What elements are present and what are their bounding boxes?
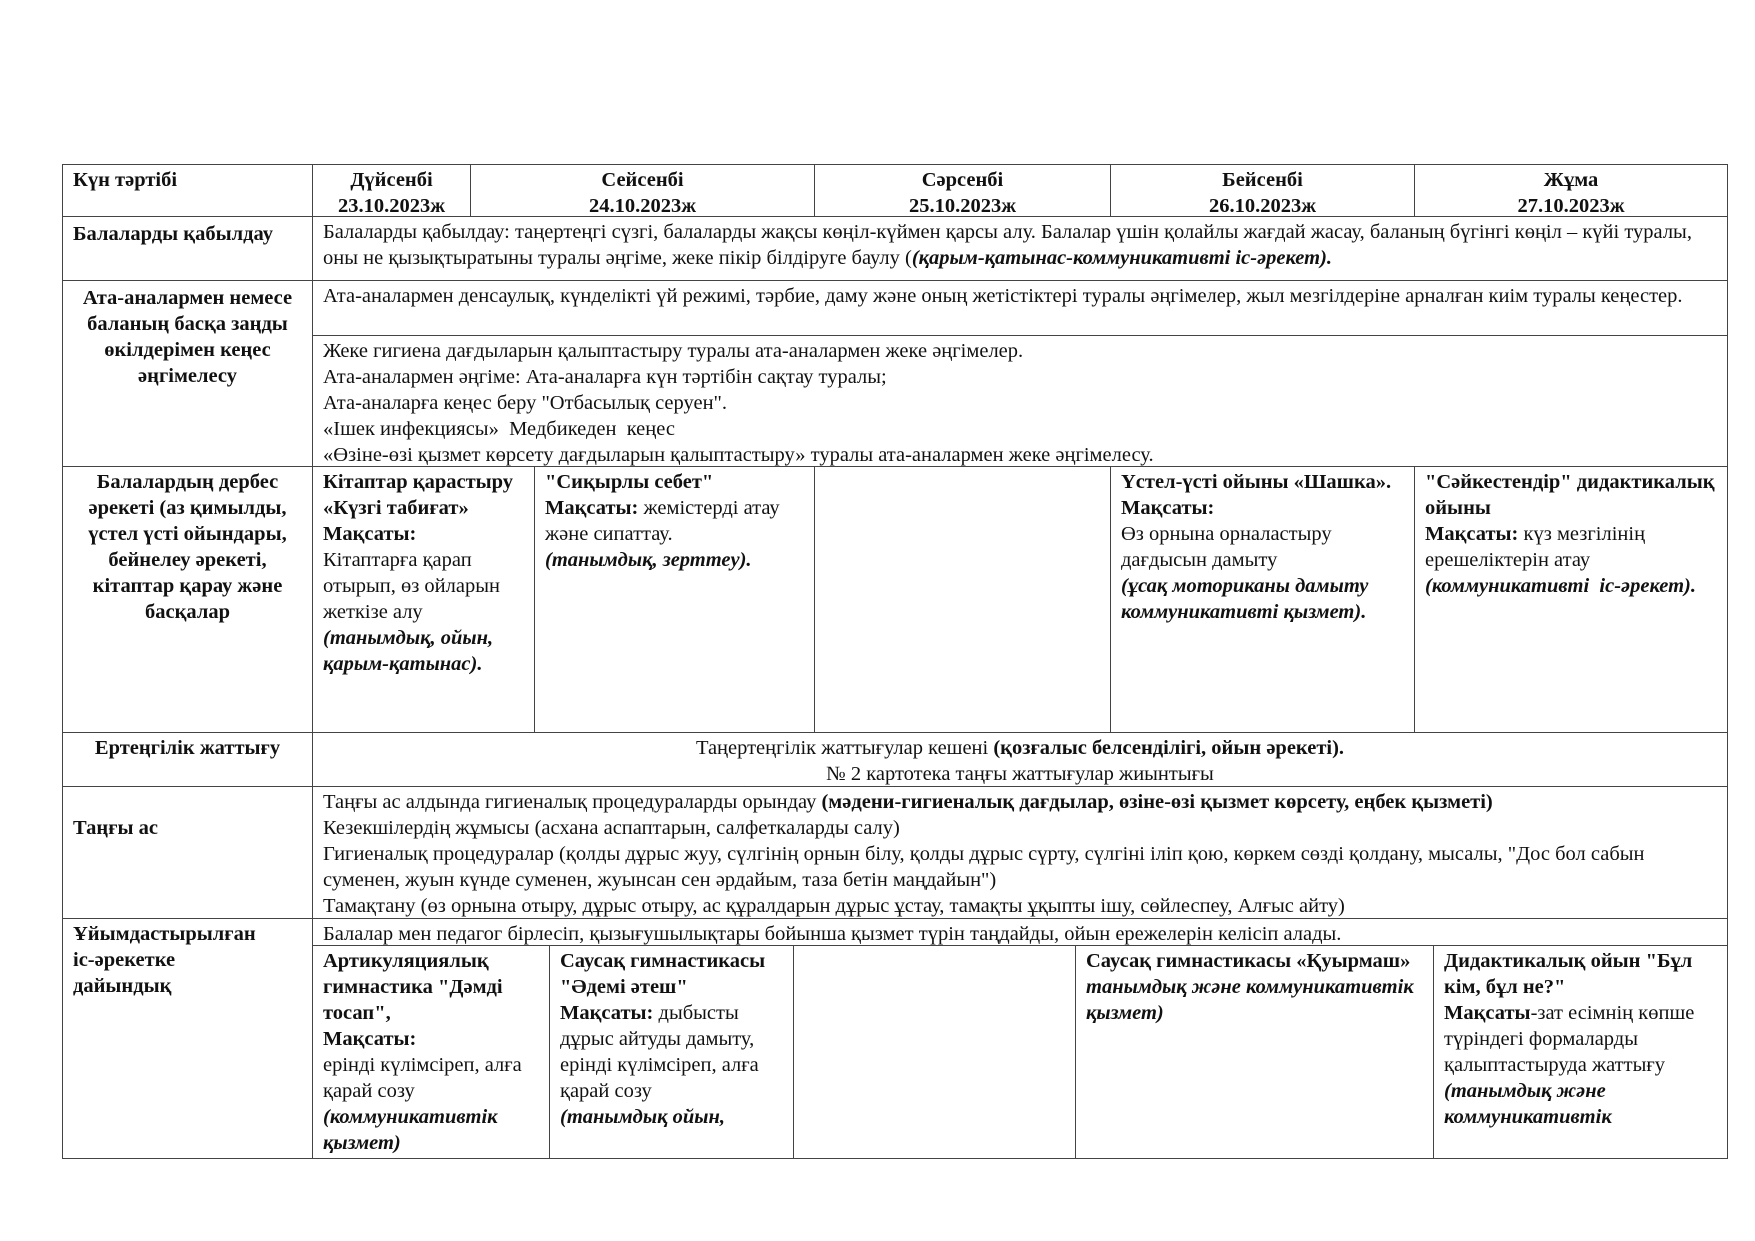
prep-common: [313, 919, 1727, 945]
prep-tue: [549, 946, 793, 1158]
goal-label: Мақсаты:: [323, 523, 417, 545]
day-header-wed: [814, 165, 1110, 216]
day-date: 23.10.2023ж: [337, 195, 446, 216]
day-name: Бейсенбі: [1222, 169, 1303, 191]
goal-label: Мақсаты:: [1121, 497, 1215, 519]
goal-text: Өз орнына орналастыру дағдысын дамыту: [1121, 523, 1332, 571]
activity-tag: (танымдық, ойын, қарым-қатынас).: [323, 627, 494, 675]
parents-text-cell: [312, 281, 1728, 466]
reception-row: [62, 216, 1728, 280]
parents-row: [62, 280, 1728, 466]
activity-title: "Сиқырлы себет": [545, 471, 714, 493]
parents-text1: [313, 281, 1727, 335]
day-name: Жұма: [1543, 169, 1599, 191]
activity-title: Саусақ гимнастикасы "Әдемі әтеш": [560, 950, 766, 998]
independent-fri: [1414, 467, 1728, 732]
goal-label: Мақсаты:: [545, 497, 639, 519]
independent-thu: [1110, 467, 1414, 732]
breakfast-label-cell: [62, 787, 312, 918]
exercise-row: [62, 732, 1728, 786]
prep-wed: [793, 946, 1075, 1158]
prep-label-cell: [62, 919, 312, 1158]
goal-label: Мақсаты:: [1425, 523, 1519, 545]
parents-line: Ата-аналармен әңгіме: Ата-аналарға күн тәртібін сақтау туралы;: [323, 366, 887, 388]
exercise-label: Ертеңгілік жаттығу: [94, 737, 281, 759]
exercise-line2: № 2 картотека таңғы жаттығулар жиынтығы: [826, 763, 1214, 785]
day-header-fri: [1414, 165, 1728, 216]
goal-label: Мақсаты:: [560, 1002, 654, 1024]
reception-label-cell: [62, 217, 312, 280]
activity-tag: (коммуникативті іс-әрекет).: [1425, 575, 1696, 597]
parents-text2: [313, 335, 1727, 466]
day-header-thu: [1110, 165, 1414, 216]
parents-line: Жеке гигиена дағдыларын қалыптастыру туралы ата-аналармен жеке әңгімелер.: [323, 340, 1024, 362]
routine-header: [62, 165, 312, 216]
goal-text: күз мезгілінің ерешеліктерін атау: [1425, 523, 1646, 571]
breakfast-label: Таңғы ас: [73, 817, 159, 839]
goal-label: Мақсаты: [1444, 1002, 1531, 1024]
breakfast-line2: Кезекшілердің жұмысы (асхана аспаптарын, салфеткаларды салу): [323, 817, 900, 839]
exercise-line1-tag: (қозғалыс белсенділігі, ойын әрекеті).: [993, 737, 1345, 759]
prep-mon: [313, 946, 549, 1158]
activity-title: Кітаптар қарастыру «Күзгі табиғат»: [323, 471, 514, 519]
parents-label: Ата-аналармен немесе баланың басқа заңды өкілдерімен кеңес әңгімелесу: [82, 287, 293, 387]
activity-title: Дидактикалық ойын "Бұл кім, бұл не?": [1444, 950, 1693, 998]
prep-common-text: Балалар мен педагог бірлесіп, қызығушылықтары бойынша қызмет түрін таңдайды, ойын ережелерін келісіп алады.: [323, 923, 1342, 945]
breakfast-line1-tag: (мәдени-гигиеналық дағдылар, өзіне-өзі қызмет көрсету, еңбек қызметі): [821, 791, 1493, 813]
prep-fri: [1433, 946, 1728, 1158]
header-row: [62, 164, 1728, 216]
activity-tag: (коммуникативтік қызмет): [323, 1106, 498, 1154]
breakfast-row: [62, 786, 1728, 918]
reception-label: Балаларды қабылдау: [73, 223, 273, 245]
independent-row: [62, 466, 1728, 732]
breakfast-line1: Таңғы ас алдында гигиеналық процедураларды орындау: [323, 791, 822, 813]
day-date: 26.10.2023ж: [1208, 195, 1317, 216]
prep-thu: [1075, 946, 1433, 1158]
activity-tag: (танымдық ойын,: [560, 1106, 725, 1128]
day-header-tue: [470, 165, 814, 216]
parents-line: «Өзіне-өзі қызмет көрсету дағдыларын қалыптастыру» туралы ата-аналармен жеке әңгімелесу.: [323, 444, 1154, 466]
activity-tag: танымдық және коммуникативтік қызмет): [1086, 976, 1414, 1024]
prep-label: Ұйымдастырылған іс-әрекетке дайындық: [73, 923, 256, 997]
day-date: 25.10.2023ж: [908, 195, 1017, 216]
independent-label-cell: [62, 467, 312, 732]
routine-label: Күн тәртібі: [73, 169, 178, 191]
breakfast-line4: Тамақтану (өз орнына отыру, дұрыс отыру, ас құралдарын дұрыс ұстау, тамақты ұқыпты ішу, сөйлеспеу, Алғыс айту): [323, 895, 1345, 917]
parents-label-cell: [62, 281, 312, 466]
day-date: 24.10.2023ж: [588, 195, 697, 216]
goal-text: жемістерді атау және сипаттау.: [545, 497, 780, 545]
day-name: Сәрсенбі: [921, 169, 1004, 191]
goal-label: Мақсаты:: [323, 1028, 417, 1050]
goal-text: ерінді күлімсіреп, алға қарай созу: [323, 1054, 522, 1102]
independent-mon: [312, 467, 534, 732]
parents-text1-content: Ата-аналармен денсаулық, күнделікті үй режимі, тәрбие, даму және оның жетістіктері туралы әңгімелер, жыл мезгілдеріне арналған киім туралы кеңестер.: [323, 285, 1683, 307]
prep-activities: [313, 945, 1727, 1158]
breakfast-line3: Гигиеналық процедуралар (қолды дұрыс жуу, сүлгінің орнын білу, қолды дұрыс сүрту, сүлгіні іліп қою, көркем сөзді қолдану, мысалы, "Дос бол сабын суменен, жуын күнде суменен, жуынсан сен әрдайым, таза бетін маңдайын"): [323, 843, 1645, 891]
exercise-text-cell: [312, 733, 1728, 786]
parents-line: Ата-аналарға кеңес беру "Отбасылық серуен".: [323, 392, 728, 414]
activity-tag: (танымдық және коммуникативтік: [1444, 1080, 1612, 1128]
day-date: 27.10.2023ж: [1517, 195, 1625, 216]
activity-title: "Сәйкестендір" дидактикалық ойыны: [1425, 471, 1715, 519]
activity-tag: (танымдық, зерттеу).: [545, 549, 752, 571]
reception-text-cell: [312, 217, 1728, 280]
goal-text: дыбысты дұрыс айтуды дамыту, ерінді күлімсіреп, алға қарай созу: [560, 1002, 759, 1102]
breakfast-text-cell: [312, 787, 1728, 918]
prep-content-cell: [312, 919, 1728, 1158]
reception-text: Балаларды қабылдау: таңертеңгі сүзгі, балаларды жақсы көңіл-күймен қарсы алу. Балалар үшін қолайлы жағдай жасау, баланың бүгінгі көңіл – күйі туралы, оны не қызықтыратыны туралы әңгіме, жеке пікір білдіруге баулу (: [323, 221, 1692, 269]
independent-label: Балалардың дербес әрекеті (аз қимылды, үстел үсті ойындары, бейнелеу әрекеті, кітаптар қарау және басқалар: [88, 471, 287, 623]
day-name: Сейсенбі: [601, 169, 684, 191]
activity-tag: (ұсақ моториканы дамыту коммуникативті қызмет).: [1121, 575, 1369, 623]
activity-title: Артикуляциялық гимнастика "Дәмді тосап",: [323, 950, 503, 1024]
independent-tue: [534, 467, 814, 732]
day-name: Дүйсенбі: [350, 169, 433, 191]
goal-text: -зат есімнің көпше түріндегі формаларды қалыптастыруда жаттығу: [1444, 1002, 1695, 1076]
goal-text: Кітаптарға қарап отырып, өз ойларын жеткізе алу: [323, 549, 500, 623]
prep-row: [62, 918, 1728, 1158]
exercise-line1: Таңертеңгілік жаттығулар кешені: [695, 737, 994, 759]
day-header-mon: [312, 165, 470, 216]
independent-wed: [814, 467, 1110, 732]
exercise-label-cell: [62, 733, 312, 786]
activity-title: Үстел-үсті ойыны «Шашка».: [1121, 471, 1392, 493]
activity-title: Саусақ гимнастикасы «Қуырмаш»: [1086, 950, 1411, 972]
table-bottom-border: [62, 1158, 1728, 1159]
reception-tag: (қарым-қатынас-коммуникативті іс-әрекет).: [911, 247, 1333, 269]
parents-line: «Ішек инфекциясы» Медбикеден кеңес: [323, 418, 675, 440]
